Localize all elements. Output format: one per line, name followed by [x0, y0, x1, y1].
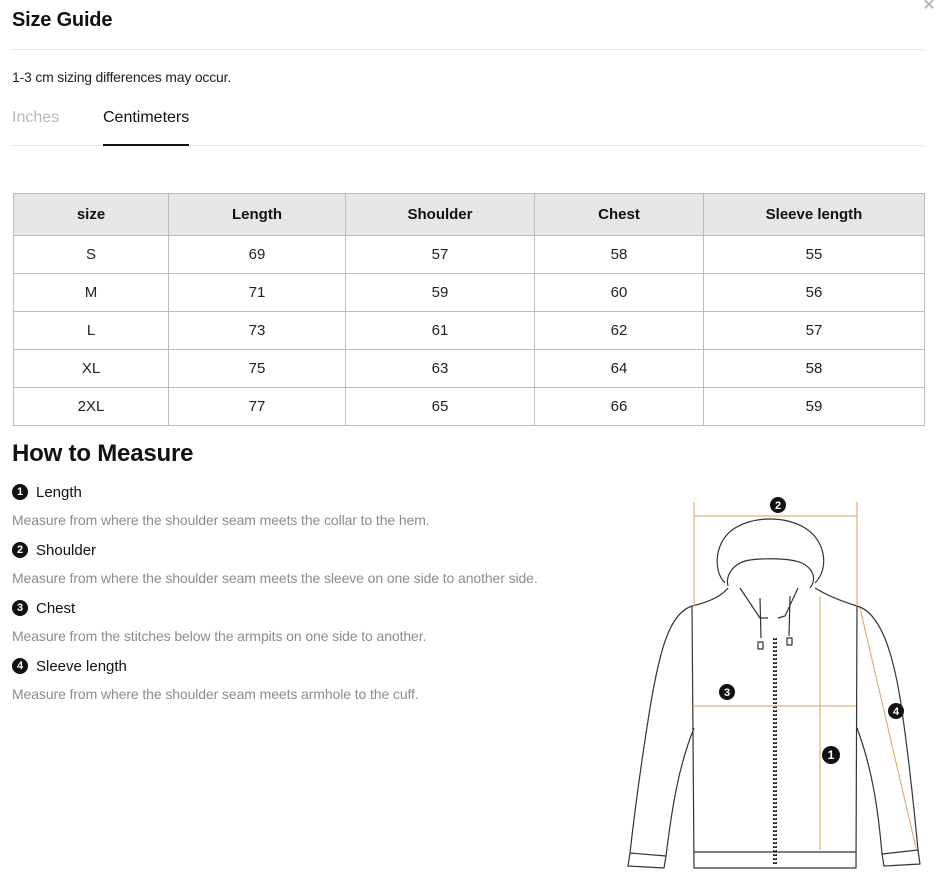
table-cell: XL [14, 350, 169, 388]
table-cell: 75 [169, 350, 346, 388]
table-cell: 71 [169, 274, 346, 312]
svg-text:2: 2 [774, 500, 782, 512]
table-cell: 64 [535, 350, 704, 388]
step-sleeve-length [12, 657, 612, 715]
table-cell: 59 [704, 388, 925, 426]
tab-inches[interactable]: Inches [12, 109, 60, 126]
unit-tabs [12, 108, 926, 146]
table-row [14, 274, 925, 312]
table-cell: 69 [169, 236, 346, 274]
modal-header [12, 0, 936, 50]
svg-text:4: 4 [892, 706, 900, 718]
table-cell: 59 [346, 274, 535, 312]
step-name: Chest [36, 599, 76, 617]
table-cell: 77 [169, 388, 346, 426]
measure-steps [12, 483, 612, 715]
svg-text:3: 3 [723, 687, 731, 699]
step-name: Sleeve length [36, 657, 127, 675]
table-cell: 55 [704, 236, 925, 274]
table-cell: 56 [704, 274, 925, 312]
table-cell: 66 [535, 388, 704, 426]
step-chest [12, 599, 612, 657]
svg-text:1: 1 [827, 748, 835, 762]
step-description: Measure from where the shoulder seam meets the sleeve on one side to another side. [12, 570, 538, 586]
table-row [14, 312, 925, 350]
table-cell: M [14, 274, 169, 312]
close-icon[interactable]: ✕ [922, 0, 936, 14]
table-cell: 58 [704, 350, 925, 388]
table-cell: 60 [535, 274, 704, 312]
step-shoulder [12, 541, 612, 599]
step-name: Length [36, 483, 82, 501]
column-header: size [14, 194, 169, 236]
table-cell: 58 [535, 236, 704, 274]
tab-centimeters[interactable]: Centimeters [103, 108, 189, 146]
table-cell: 57 [704, 312, 925, 350]
step-description: Measure from where the shoulder seam meets armhole to the cuff. [12, 686, 419, 702]
table-cell: L [14, 312, 169, 350]
step-description: Measure from the stitches below the armpits on one side to another. [12, 628, 427, 644]
table-row [14, 350, 925, 388]
step-name: Shoulder [36, 541, 97, 559]
column-header: Length [169, 194, 346, 236]
marker-4 [888, 703, 904, 719]
how-to-measure-title: How to Measure [12, 440, 194, 467]
marker-2 [770, 497, 786, 513]
column-header: Sleeve length [704, 194, 925, 236]
table-cell: S [14, 236, 169, 274]
table-header-row [14, 194, 925, 236]
table-cell: 63 [346, 350, 535, 388]
step-number-badge: 4 [12, 658, 28, 674]
column-header: Chest [535, 194, 704, 236]
table-cell: 65 [346, 388, 535, 426]
sizing-note: 1-3 cm sizing differences may occur. [12, 69, 231, 85]
step-length [12, 483, 612, 541]
step-number-badge: 1 [12, 484, 28, 500]
page-title: Size Guide [12, 9, 113, 31]
marker-3 [719, 684, 735, 700]
table-row [14, 388, 925, 426]
table-row [14, 236, 925, 274]
step-number-badge: 3 [12, 600, 28, 616]
measure-lines [694, 502, 916, 850]
table-cell: 73 [169, 312, 346, 350]
table-cell: 57 [346, 236, 535, 274]
column-header: Shoulder [346, 194, 535, 236]
table-cell: 2XL [14, 388, 169, 426]
table-cell: 62 [535, 312, 704, 350]
hoodie-measurement-diagram [620, 488, 930, 878]
table-cell: 61 [346, 312, 535, 350]
step-number-badge: 2 [12, 542, 28, 558]
marker-1 [822, 746, 840, 764]
step-description: Measure from where the shoulder seam meets the collar to the hem. [12, 512, 430, 528]
size-table [13, 193, 925, 426]
